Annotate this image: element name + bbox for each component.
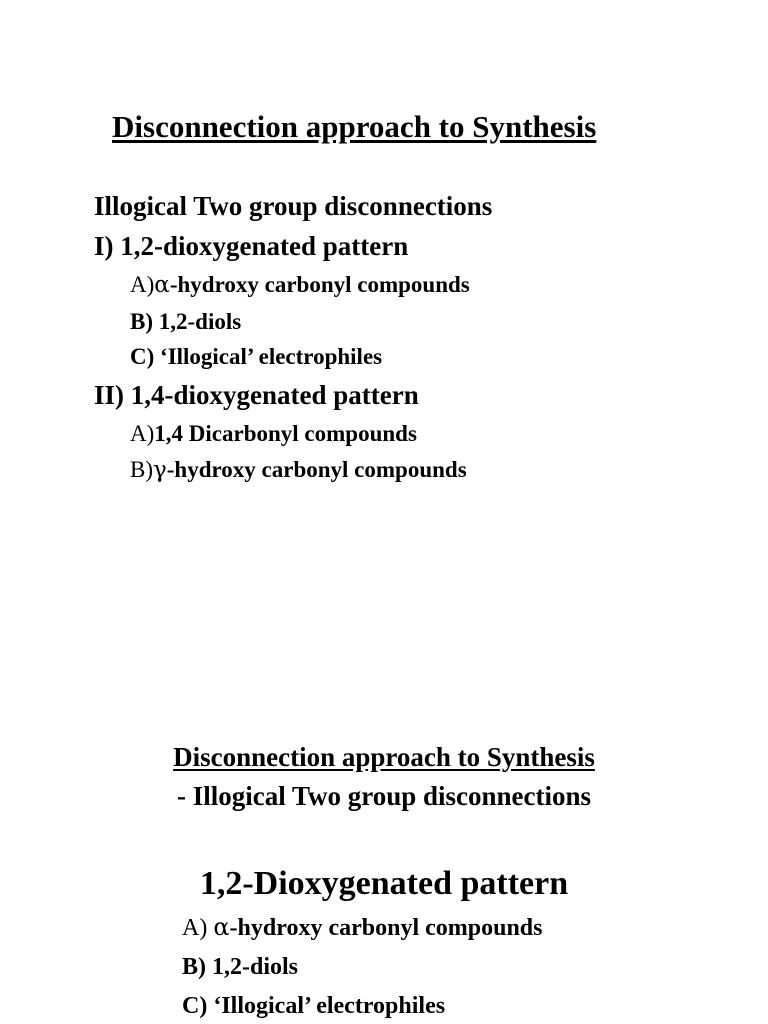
item-text: -hydroxy carbonyl compounds <box>169 272 470 297</box>
item-prefix: A) <box>130 272 155 297</box>
greek-letter: α <box>213 913 230 941</box>
list-item <box>130 345 382 368</box>
item-prefix: B) <box>130 309 159 334</box>
item-text: ‘Illogical’ electrophiles <box>160 344 383 369</box>
item-text: 1,2-diols <box>212 954 299 980</box>
item-text: -hydroxy carbonyl compounds <box>166 457 467 482</box>
item-prefix: B) <box>182 954 212 980</box>
item-text: 1,4 Dicarbonyl compounds <box>154 421 417 446</box>
slide-title-text: Disconnection approach to Synthesis <box>173 742 595 772</box>
slide-title <box>0 744 768 771</box>
greek-letter: γ <box>153 457 167 483</box>
greek-letter: α <box>154 272 170 298</box>
item-prefix: A) <box>130 421 155 446</box>
pattern-heading: 1,2-Dioxygenated pattern <box>199 865 569 902</box>
item-prefix: C) <box>182 993 214 1019</box>
item-prefix: A) <box>182 915 214 941</box>
section-heading: Illogical Two group disconnections <box>94 191 493 221</box>
pattern-heading-1-2: I) 1,2-dioxygenated pattern <box>94 231 409 261</box>
slide-title: Disconnection approach to Synthesis <box>112 109 597 144</box>
item-text: -hydroxy carbonyl compounds <box>229 915 543 941</box>
list-item <box>182 955 298 979</box>
item-text: ‘Illogical’ electrophiles <box>213 993 446 1019</box>
list-item <box>182 994 445 1018</box>
pattern-heading-1-4: II) 1,4-dioxygenated pattern <box>94 380 419 410</box>
item-prefix: B) <box>130 457 153 482</box>
list-item <box>130 273 470 297</box>
list-item <box>130 458 467 482</box>
item-prefix: C) <box>130 344 161 369</box>
slide-subtitle: - Illogical Two group disconnections <box>176 781 592 811</box>
list-item <box>130 310 241 333</box>
list-item <box>130 422 417 445</box>
list-item <box>182 915 543 940</box>
item-text: 1,2-diols <box>158 309 242 334</box>
